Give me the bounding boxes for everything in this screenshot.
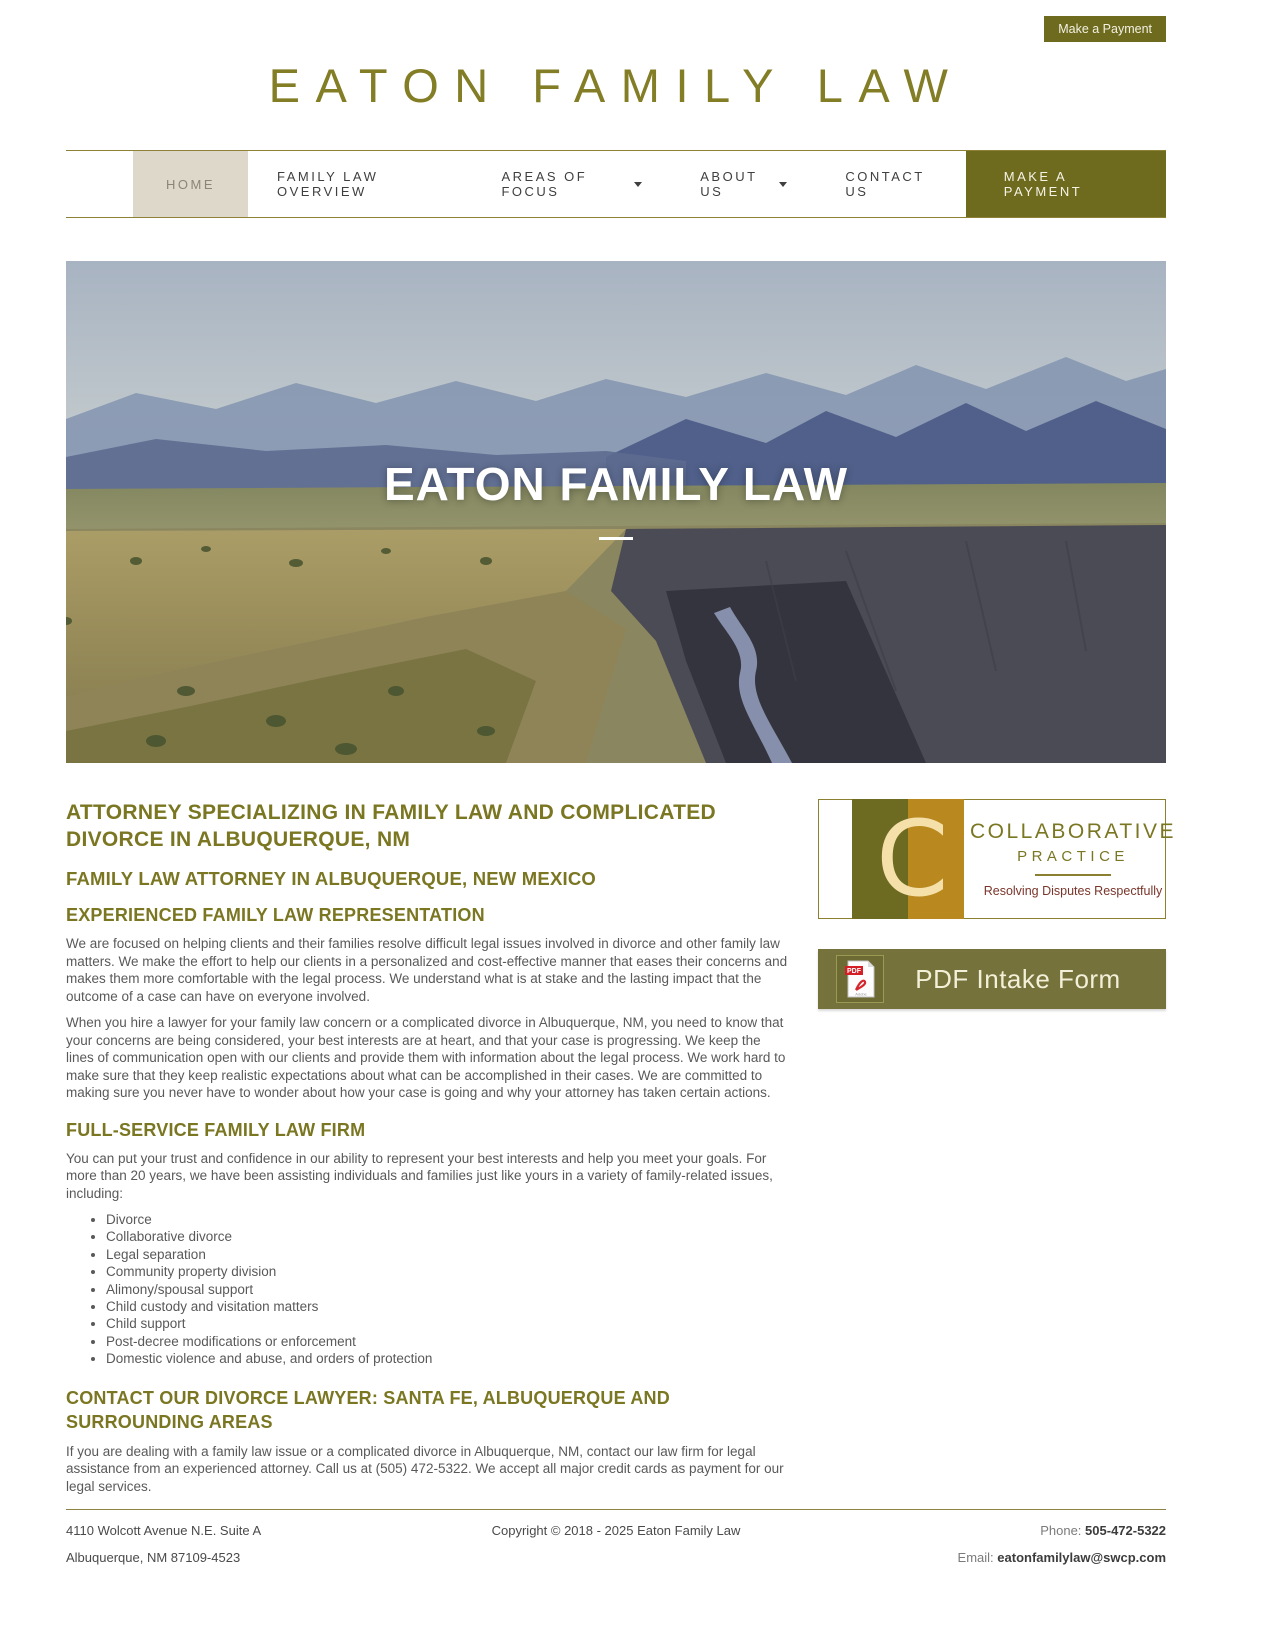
list-item: • Community property division xyxy=(106,1263,790,1280)
hero-divider xyxy=(599,537,633,540)
make-a-payment-button[interactable]: Make a Payment xyxy=(1044,16,1166,42)
heading-experienced-representation: EXPERIENCED FAMILY LAW REPRESENTATION xyxy=(66,905,485,925)
main-nav xyxy=(66,150,1166,218)
hero-title: EATON FAMILY LAW xyxy=(383,458,849,510)
topbar xyxy=(66,0,1166,42)
nav-item-about-us[interactable] xyxy=(671,151,816,217)
chevron-down-icon xyxy=(634,182,642,187)
pdf-file-icon xyxy=(836,955,884,1003)
nav-item-make-a-payment[interactable]: MAKE A PAYMENT xyxy=(966,151,1166,217)
article-column xyxy=(66,799,790,1495)
list-item: • Child support xyxy=(106,1315,790,1332)
list-item: • Child custody and visitation matters xyxy=(106,1298,790,1315)
badge-line-collaborative: COLLABORATIVE xyxy=(970,820,1176,843)
email-address[interactable]: eatonfamilylaw@swcp.com xyxy=(997,1550,1167,1566)
email-label: Email: xyxy=(957,1550,994,1566)
nav-item-home[interactable]: HOME xyxy=(133,151,248,217)
collaborative-practice-logo xyxy=(852,799,964,919)
hero-banner xyxy=(66,261,1166,763)
badge-line-practice: PRACTICE xyxy=(1017,848,1129,865)
pdf-button-label: PDF Intake Form xyxy=(915,963,1121,994)
address-line-1: 4110 Wolcott Avenue N.E. Suite A xyxy=(66,1523,262,1539)
footer-copyright: Copyright © 2018 - 2025 Eaton Family Law xyxy=(491,1523,741,1539)
chevron-down-icon xyxy=(779,182,787,187)
collaborative-practice-badge[interactable] xyxy=(818,798,1176,920)
footer-phone-row xyxy=(799,1523,1166,1539)
heading-contact-divorce-lawyer: CONTACT OUR DIVORCE LAWYER: SANTA FE, ALBUQUERQUE AND SURROUNDING AREAS xyxy=(66,1387,670,1432)
list-item: • Legal separation xyxy=(106,1246,790,1263)
hero-overlay xyxy=(66,457,1166,540)
paragraph: When you hire a lawyer for your family law concern or a complicated divorce in Albuquerque, NM, you need to know that your concerns are being considered, your best interests are at heart, and that your case is progressing. We keep the lines of communication open with our clients and provide them with information about the legal process. We work hard to make sure that they keep realistic expectations about what can be accomplished in their cases. We are committed to making sure you never have to wonder about how your case is going and why your attorney has taken certain actions. xyxy=(66,1015,786,1100)
paragraph: You can put your trust and confidence in our ability to represent your best interests and help you meet your goals. For more than 20 years, we have been assisting individuals and families just like yours in a variety of family-related issues, including: xyxy=(66,1150,773,1201)
sidebar xyxy=(818,798,1176,1495)
footer xyxy=(66,1509,1166,1577)
footer-email-row xyxy=(799,1550,1166,1566)
nav-item-contact-us[interactable]: CONTACT US xyxy=(845,169,925,199)
phone-label: Phone: xyxy=(1040,1523,1082,1539)
main-content xyxy=(66,763,1176,1495)
svg-text:PDF: PDF xyxy=(847,968,861,975)
logo-letter-c: C xyxy=(876,798,949,920)
pdf-intake-form-button[interactable] xyxy=(818,949,1166,1009)
nav-item-label: ABOUT US xyxy=(700,169,758,199)
paragraph: If you are dealing with a family law issue or a complicated divorce in Albuquerque, NM, contact our law firm for legal assistance from an experienced attorney. Call us at (505) 472-5322. We accept all major credit cards as payment for our legal services. xyxy=(66,1443,784,1494)
nav-item-areas-of-focus[interactable] xyxy=(472,151,671,217)
site-logo[interactable]: EATON FAMILY LAW xyxy=(268,59,964,112)
list-item: • Domestic violence and abuse, and orders of protection xyxy=(106,1350,790,1367)
collaborative-practice-text xyxy=(964,820,1182,898)
badge-divider xyxy=(1035,874,1111,876)
heading-full-service-firm: FULL-SERVICE FAMILY LAW FIRM xyxy=(66,1119,366,1140)
list-item: • Post-decree modifications or enforcement xyxy=(106,1333,790,1350)
subtitle-family-law-attorney: FAMILY LAW ATTORNEY IN ALBUQUERQUE, NEW MEXICO xyxy=(66,868,596,889)
address-line-2: Albuquerque, NM 87109-4523 xyxy=(66,1550,241,1566)
phone-number[interactable]: 505-472-5322 xyxy=(1085,1523,1167,1539)
page-title: ATTORNEY SPECIALIZING IN FAMILY LAW AND COMPLICATED DIVORCE IN ALBUQUERQUE, NM xyxy=(66,801,716,851)
badge-tagline: Resolving Disputes Respectfully xyxy=(983,884,1163,898)
nav-item-family-law-overview[interactable]: FAMILY LAW OVERVIEW xyxy=(277,169,379,199)
paragraph: We are focused on helping clients and their families resolve difficult legal issues involved in divorce and other family law matters. We make the effort to help our clients in a personalized and cost-effective manner that eases their concerns and makes them more comfortable with the legal process. We understand what is at stake and the lasting impact that the outcome of a case can have on everyone involved. xyxy=(66,936,788,1004)
svg-text:Adobe: Adobe xyxy=(855,991,867,997)
nav-item-label: AREAS OF FOCUS xyxy=(501,169,588,199)
page xyxy=(66,0,1176,1577)
list-item: • Collaborative divorce xyxy=(106,1228,790,1245)
list-item: • Divorce xyxy=(106,1211,790,1228)
footer-contact xyxy=(799,1523,1166,1577)
practice-areas-list xyxy=(106,1211,790,1368)
list-item: • Alimony/spousal support xyxy=(106,1281,790,1298)
footer-address xyxy=(66,1523,433,1577)
